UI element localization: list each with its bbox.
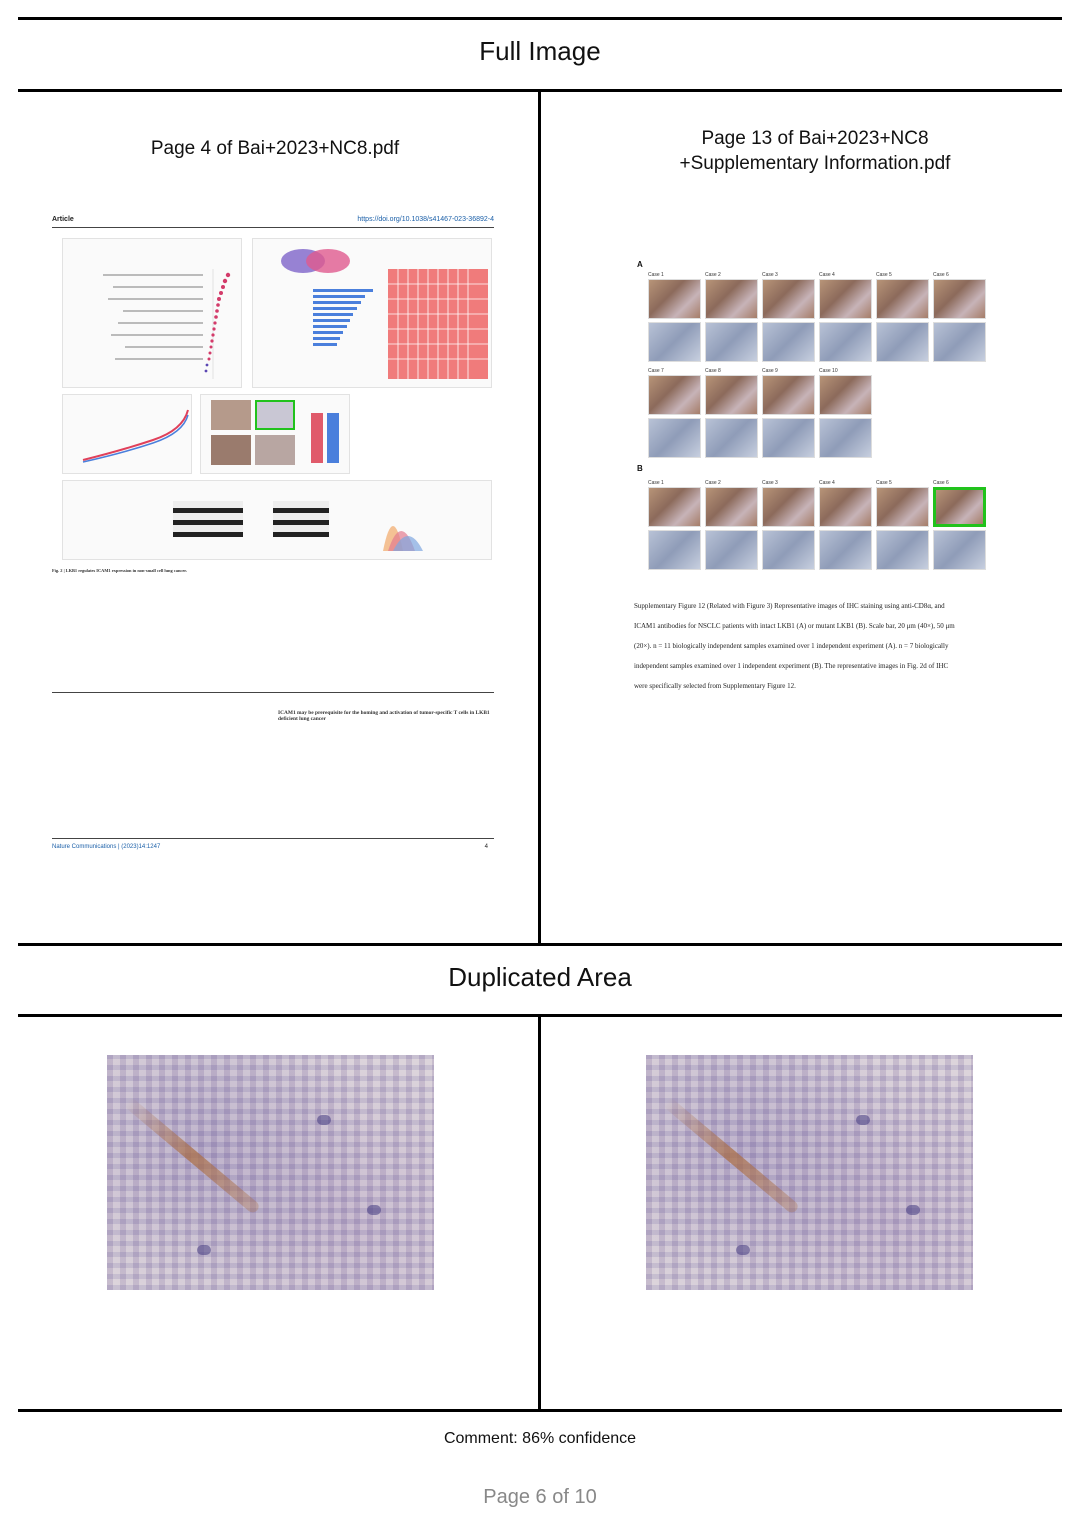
figure-panel-d — [200, 394, 350, 474]
figure-caption-block — [52, 568, 266, 688]
case-label: Case 4 — [819, 272, 835, 278]
stain-dot — [906, 1205, 920, 1215]
stain-dot — [736, 1245, 750, 1255]
caption-line: (20×). n = 11 biologically independent samples examined over 1 independent experiment (A). n = 7 biologically — [634, 642, 949, 650]
doc-header — [52, 216, 494, 226]
tcga-line-plot — [63, 395, 193, 475]
cd8-tile — [762, 322, 815, 362]
icam1-tile — [705, 375, 758, 415]
top-rule — [18, 17, 1062, 20]
case-label: Case 4 — [819, 480, 835, 486]
caption-rule — [52, 692, 494, 693]
figure-caption-block-right — [278, 568, 492, 688]
cd8-tile — [648, 530, 701, 570]
cd8-tile — [705, 530, 758, 570]
cd8-tile — [648, 418, 701, 458]
panel-b-letter: B — [637, 464, 643, 473]
case-label: Case 1 — [648, 480, 664, 486]
panel-a-letter: A — [637, 260, 643, 269]
case-label: Case 3 — [762, 480, 778, 486]
figure-panel-a — [62, 238, 242, 388]
case-label: Case 5 — [876, 272, 892, 278]
icam1-tile — [762, 375, 815, 415]
stain-dot — [317, 1115, 331, 1125]
case-label: Case 7 — [648, 368, 664, 374]
cd8-tile — [705, 322, 758, 362]
doc-header-rule — [52, 227, 494, 228]
flow-histograms — [63, 481, 493, 561]
icam1-tile — [876, 279, 929, 319]
icam1-tile — [762, 279, 815, 319]
cd8-tile — [819, 530, 872, 570]
figure-panel-c — [62, 394, 192, 474]
doc-footer-right: 4 — [484, 844, 488, 850]
supplementary-caption — [634, 596, 994, 696]
right-page-title: Page 13 of Bai+2023+NC8 +Supplementary Information.pdf — [679, 128, 951, 174]
case-label: Case 6 — [933, 272, 949, 278]
page-number: Page 6 of 10 — [483, 1486, 597, 1508]
cd8-tile — [933, 322, 986, 362]
cd8-tile — [762, 418, 815, 458]
figure-panel-e-h — [62, 480, 492, 560]
icam1-tile — [705, 487, 758, 527]
doc-footer-left: Nature Communications | (2023)14:1247 — [52, 844, 161, 850]
duplicated-area-heading: Duplicated Area — [448, 962, 632, 992]
icam1-tile — [819, 487, 872, 527]
caption-line: ICAM1 antibodies for NSCLC patients with intact LKB1 (A) or mutant LKB1 (B). Scale bar, 20 μm (40×), 50 μm — [634, 622, 955, 630]
figure-panel-b — [252, 238, 492, 388]
full-image-divider — [538, 92, 541, 944]
icam1-tile — [648, 487, 701, 527]
stain-dot — [197, 1245, 211, 1255]
cd8-tile — [762, 530, 815, 570]
icam1-tile — [933, 279, 986, 319]
case-label: Case 9 — [762, 368, 778, 374]
comment-text: Comment: 86% confidence — [443, 1430, 637, 1447]
duplicated-area-divider — [538, 1017, 541, 1410]
body-text-left — [52, 710, 266, 830]
case-label: Case 2 — [705, 272, 721, 278]
doc-header-right: https://doi.org/10.1038/s41467-023-36892-4 — [357, 216, 494, 223]
section-heading: ICAM1 may be prerequisite for the homing and activation of tumor-specific T cells in LKB1 deficient lung cancer — [278, 710, 490, 723]
icam1-tile — [876, 487, 929, 527]
case-label: Case 6 — [933, 480, 949, 486]
case-label: Case 2 — [705, 480, 721, 486]
icam1-tile — [819, 279, 872, 319]
duplicated-crop-right — [646, 1055, 973, 1290]
footer-rule — [52, 838, 494, 839]
full-image-heading: Full Image — [479, 36, 601, 66]
icam1-tile — [648, 279, 701, 319]
case-label: Case 10 — [819, 368, 838, 374]
stain-streak — [662, 1096, 800, 1214]
stain-streak — [123, 1096, 261, 1214]
cd8-tile — [933, 530, 986, 570]
middle-rule — [18, 943, 1062, 946]
venn-and-heatmap — [253, 239, 493, 389]
cd8-tile — [648, 322, 701, 362]
case-label: Case 5 — [876, 480, 892, 486]
caption-line: independent samples examined over 1 independent experiment (B). The representative images in Fig. 2d of IHC — [634, 662, 949, 670]
case-label: Case 8 — [705, 368, 721, 374]
stain-dot — [856, 1115, 870, 1125]
caption-line: were specifically selected from Supplementary Figure 12. — [634, 682, 796, 690]
cd8-tile — [876, 530, 929, 570]
cd8-tile — [819, 322, 872, 362]
body-text-right — [278, 710, 492, 830]
left-page-thumbnail — [52, 216, 494, 856]
bottom-rule — [18, 1409, 1062, 1412]
cd8-tile — [705, 418, 758, 458]
cd8-tile — [876, 322, 929, 362]
panel-b-grid — [648, 480, 990, 576]
duplicated-crop-left — [107, 1055, 434, 1290]
icam1-tile — [705, 279, 758, 319]
left-page-title: Page 4 of Bai+2023+NC8.pdf — [150, 138, 400, 159]
go-dot-plot — [63, 239, 243, 389]
icam1-tile — [819, 375, 872, 415]
icam1-tile — [648, 375, 701, 415]
panel-a-grid — [648, 272, 990, 458]
icam1-tile — [762, 487, 815, 527]
figure-caption-title: Fig. 2 | LKB1 regulates ICAM1 expression in non-small cell lung cancer. — [52, 568, 187, 573]
caption-line: Supplementary Figure 12 (Related with Figure 3) Representative images of IHC staining using anti-CD8α, and — [634, 602, 945, 610]
case-label: Case 3 — [762, 272, 778, 278]
case-label: Case 1 — [648, 272, 664, 278]
doc-header-left: Article — [52, 216, 74, 223]
cd8-tile — [819, 418, 872, 458]
highlighted-icam1-tile — [933, 487, 986, 527]
stain-dot — [367, 1205, 381, 1215]
